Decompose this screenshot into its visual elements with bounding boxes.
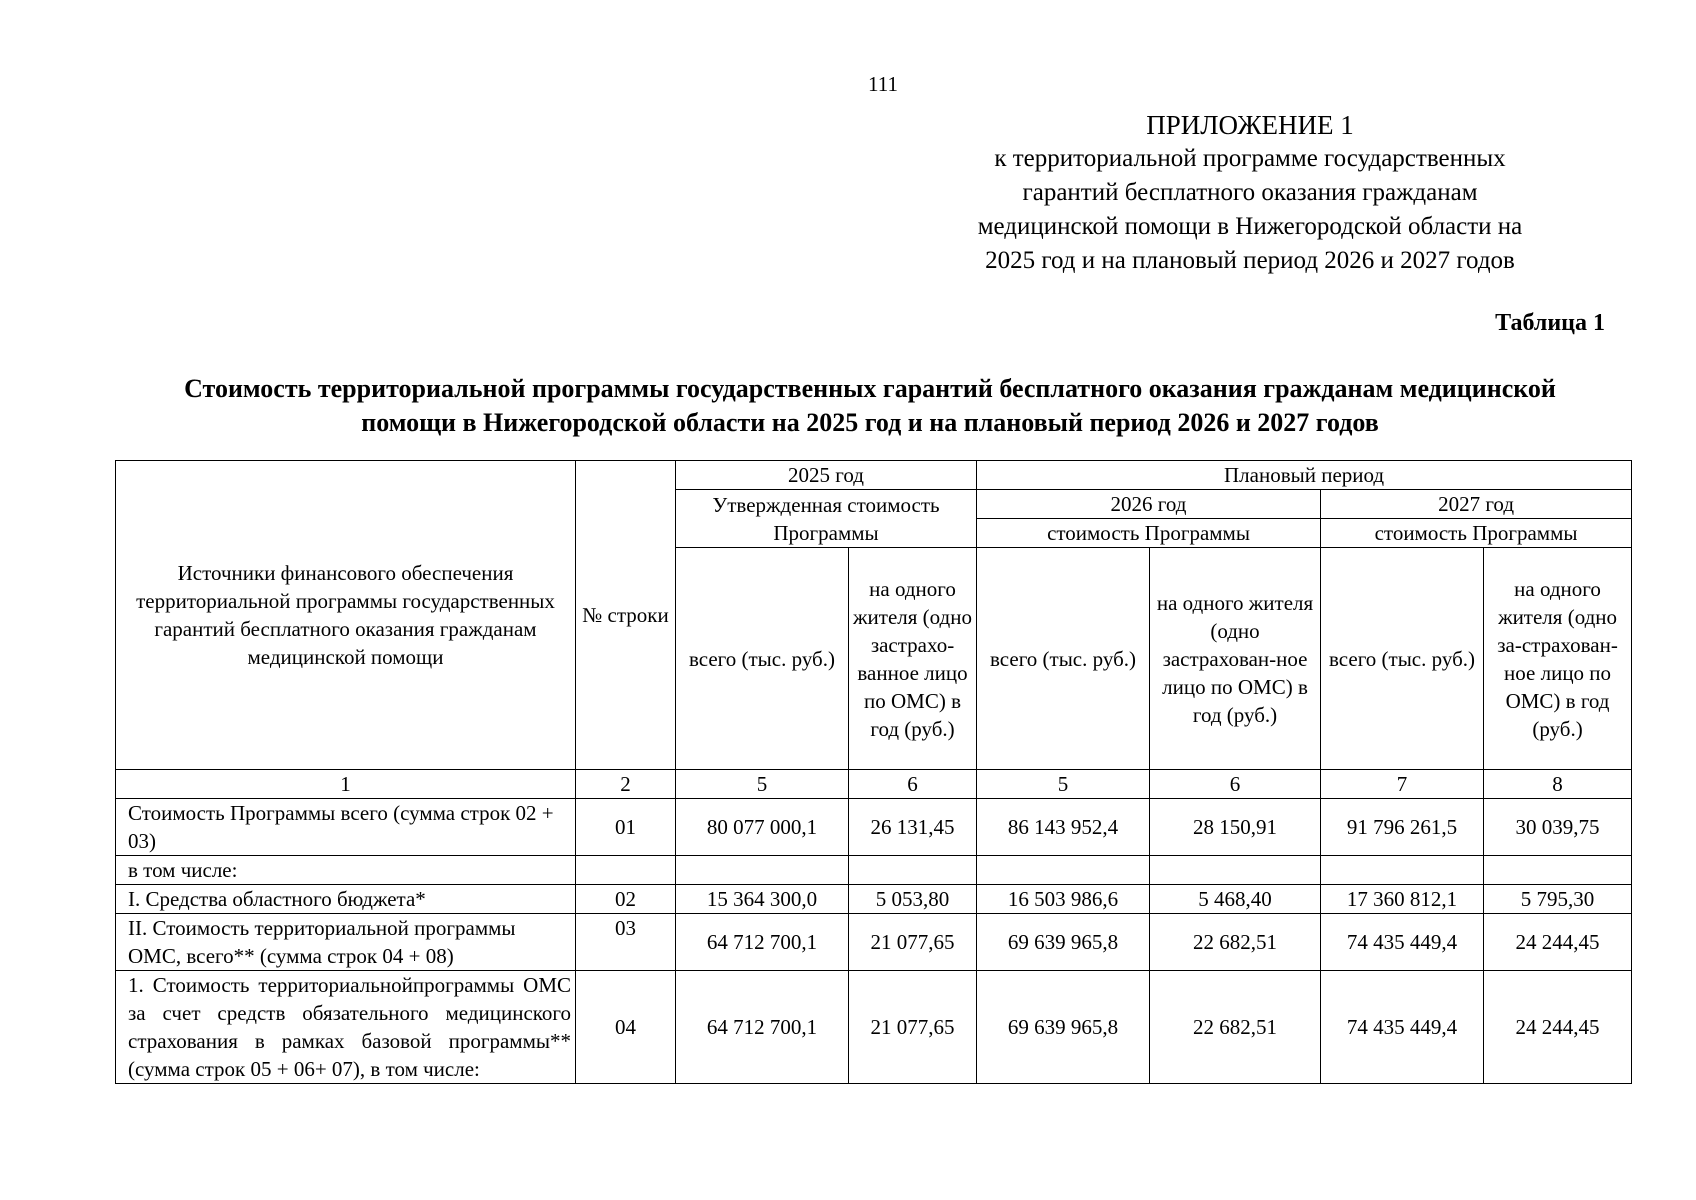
total-2025-cell: 64 712 700,1 — [676, 971, 849, 1084]
header-total-2027: всего (тыс. руб.) — [1321, 548, 1484, 770]
header-total-2026: всего (тыс. руб.) — [977, 548, 1150, 770]
header-approved-cost: Утвержденная стоимость Программы — [676, 490, 977, 548]
appendix-line: к территориальной программе государственных — [994, 145, 1506, 172]
header-per-capita-2027: на одного жителя (одно за-страхован-ное лицо по ОМС) в год (руб.) — [1484, 548, 1632, 770]
per-capita-2025-cell: 21 077,65 — [849, 971, 977, 1084]
per-capita-2025-cell: 5 053,80 — [849, 885, 977, 914]
row-name: I. Средства областного бюджета* — [116, 885, 576, 914]
header-year-2025: 2025 год — [676, 461, 977, 490]
column-number-row — [116, 770, 1632, 799]
table-row — [116, 885, 1632, 914]
row-name: II. Стоимость территориальной программы ОМС, всего** (сумма строк 04 + 08) — [116, 914, 576, 971]
title-line: помощи в Нижегородской области на 2025 год и на плановый период 2026 и 2027 годов — [361, 408, 1379, 437]
total-2026-cell: 69 639 965,8 — [977, 971, 1150, 1084]
total-2026-cell: 86 143 952,4 — [977, 799, 1150, 856]
total-2027-cell: 91 796 261,5 — [1321, 799, 1484, 856]
column-number: 6 — [849, 770, 977, 799]
header-row-number: № строки — [576, 461, 676, 770]
header-planned-period: Плановый период — [977, 461, 1632, 490]
row-name: 1. Стоимость территориальнойпрограммы ОМС за счет средств обязательного медицинского страхования в рамках базовой программы** (сумма строк 05 + 06+ 07), в том числе: — [116, 971, 576, 1084]
table-label: Таблица 1 — [1495, 310, 1605, 336]
row-number: 02 — [576, 885, 676, 914]
column-number: 5 — [676, 770, 849, 799]
per-capita-2025-cell: 26 131,45 — [849, 799, 977, 856]
total-2026-cell: 16 503 986,6 — [977, 885, 1150, 914]
appendix-line: медицинской помощи в Нижегородской области на — [977, 213, 1523, 240]
row-number: 01 — [576, 799, 676, 856]
row-number: 04 — [576, 971, 676, 1084]
document-title — [110, 372, 1630, 440]
column-number: 5 — [977, 770, 1150, 799]
total-2026-cell — [977, 856, 1150, 885]
total-2027-cell: 17 360 812,1 — [1321, 885, 1484, 914]
cost-table — [115, 460, 1632, 1084]
header-program-cost-2026: стоимость Программы — [977, 519, 1321, 548]
header-program-cost-2027: стоимость Программы — [1321, 519, 1632, 548]
per-capita-2026-cell: 22 682,51 — [1150, 971, 1321, 1084]
column-number: 1 — [116, 770, 576, 799]
per-capita-2026-cell — [1150, 856, 1321, 885]
column-number: 7 — [1321, 770, 1484, 799]
header-per-capita-2025: на одного жителя (одно застрахо-ванное лицо по ОМС) в год (руб.) — [849, 548, 977, 770]
total-2027-cell — [1321, 856, 1484, 885]
per-capita-2027-cell: 30 039,75 — [1484, 799, 1632, 856]
header-year-2027: 2027 год — [1321, 490, 1632, 519]
page-number: 111 — [868, 72, 898, 96]
appendix-title: ПРИЛОЖЕНИЕ 1 — [1146, 110, 1354, 140]
total-2027-cell: 74 435 449,4 — [1321, 914, 1484, 971]
row-number — [576, 856, 676, 885]
total-2027-cell: 74 435 449,4 — [1321, 971, 1484, 1084]
per-capita-2026-cell: 5 468,40 — [1150, 885, 1321, 914]
table-row — [116, 856, 1632, 885]
per-capita-2025-cell: 21 077,65 — [849, 914, 977, 971]
row-number: 03 — [576, 914, 676, 971]
table-row — [116, 914, 1632, 971]
header-total-2025: всего (тыс. руб.) — [676, 548, 849, 770]
total-2025-cell — [676, 856, 849, 885]
total-2026-cell: 69 639 965,8 — [977, 914, 1150, 971]
appendix-line: гарантий бесплатного оказания гражданам — [1022, 179, 1478, 206]
per-capita-2027-cell: 24 244,45 — [1484, 971, 1632, 1084]
row-name: Стоимость Программы всего (сумма строк 02 + 03) — [116, 799, 576, 856]
header-year-2026: 2026 год — [977, 490, 1321, 519]
per-capita-2025-cell — [849, 856, 977, 885]
title-line: Стоимость территориальной программы государственных гарантий бесплатного оказания гражданам медицинской — [184, 374, 1556, 403]
per-capita-2027-cell: 5 795,30 — [1484, 885, 1632, 914]
per-capita-2026-cell: 22 682,51 — [1150, 914, 1321, 971]
total-2025-cell: 15 364 300,0 — [676, 885, 849, 914]
table-row — [116, 799, 1632, 856]
column-number: 6 — [1150, 770, 1321, 799]
header-source-column: Источники финансового обеспечения территориальной программы государственных гарантий бесплатного оказания гражданам медицинской помощи — [116, 461, 576, 770]
table-row — [116, 971, 1632, 1084]
appendix-header — [930, 108, 1570, 278]
appendix-line: 2025 год и на плановый период 2026 и 2027 годов — [985, 247, 1515, 274]
column-number: 8 — [1484, 770, 1632, 799]
row-name: в том числе: — [116, 856, 576, 885]
per-capita-2026-cell: 28 150,91 — [1150, 799, 1321, 856]
per-capita-2027-cell: 24 244,45 — [1484, 914, 1632, 971]
per-capita-2027-cell — [1484, 856, 1632, 885]
column-number: 2 — [576, 770, 676, 799]
header-per-capita-2026: на одного жителя (одно застрахован-ное лицо по ОМС) в год (руб.) — [1150, 548, 1321, 770]
total-2025-cell: 80 077 000,1 — [676, 799, 849, 856]
total-2025-cell: 64 712 700,1 — [676, 914, 849, 971]
